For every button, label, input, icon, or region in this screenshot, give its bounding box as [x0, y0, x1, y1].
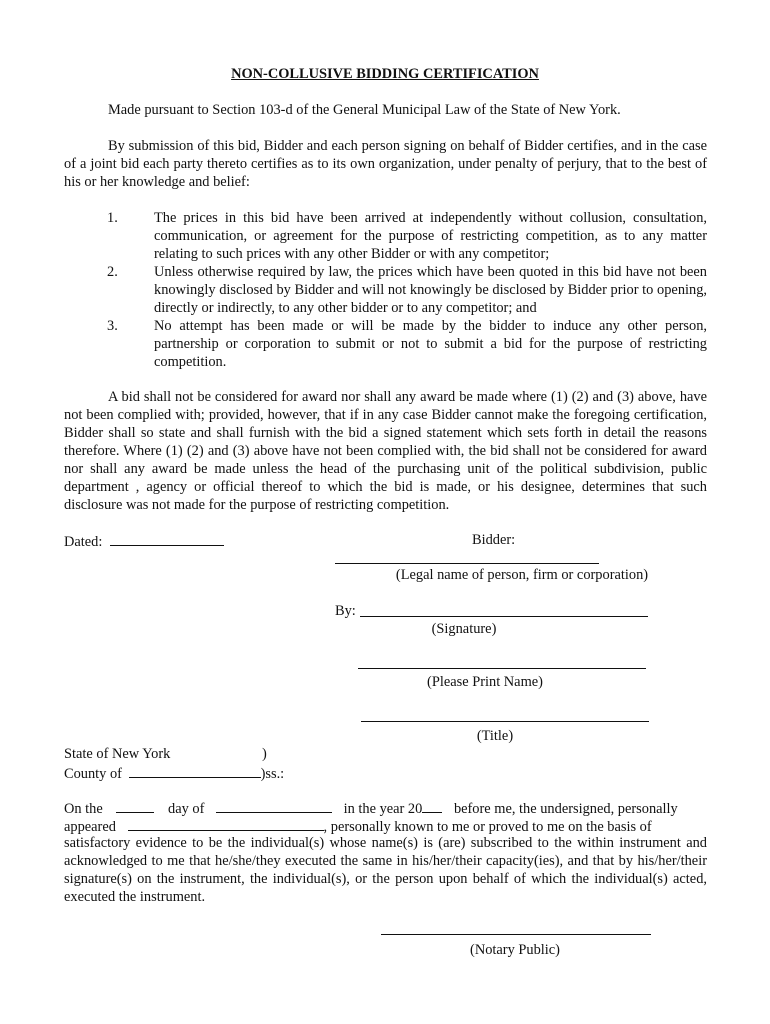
county-label: County of [64, 766, 122, 782]
ack-paragraph [64, 834, 707, 906]
intro-text: Made pursuant to Section 103-d of the General Municipal Law of the State of New York. [108, 102, 621, 118]
legal-name-caption: (Legal name of person, firm or corporation) [395, 567, 649, 583]
day-of-text: day of [168, 801, 205, 817]
ack-rest-text: satisfactory evidence to be the individual(s) whose name(s) is (are) subscribed to the within instrument and acknowledged to me that he/she/they executed the same in his/her/their capacity(ies), and that by his/her/their signature(s) on the instrument, the individual(s), or the person upon behalf of which the individual(s) acted, executed the instrument. [64, 835, 707, 905]
appeared-text: appeared [64, 819, 116, 835]
dated-blank[interactable] [110, 531, 224, 546]
print-name-caption: (Please Print Name) [427, 674, 543, 690]
document-title: NON-COLLUSIVE BIDDING CERTIFICATION [231, 66, 539, 82]
by-label: By: [335, 603, 356, 619]
item-text: Unless otherwise required by law, the prices which have been quoted in this bid have not been knowingly disclosed by Bidder and will not knowingly be disclosed by Bidder prior to opening, directly or indirectly, to any other bidder or to any competitor; and [154, 264, 707, 316]
dated-field[interactable] [64, 531, 224, 551]
item-number: 1. [107, 210, 118, 226]
notary-caption: (Notary Public) [470, 942, 560, 958]
county-blank[interactable] [129, 763, 261, 778]
ack-rest-line1: , personally known to me or proved to me on the basis of [323, 819, 652, 835]
item-text: No attempt has been made or will be made by the bidder to induce any other person, partnership or corporation to submit or not to submit a bid for the purpose of restricting competition. [154, 318, 707, 370]
title-caption: (Title) [476, 728, 514, 744]
signature-line[interactable] [360, 616, 648, 617]
ss-label: )ss.: [260, 766, 285, 782]
preamble-text: By submission of this bid, Bidder and each person signing on behalf of Bidder certifies, and in the case of a joint bid each party thereto certifies as to its own organization, under penalty of perjury, that to the best of his or her knowledge and belief: [64, 138, 707, 190]
item-number: 2. [107, 264, 118, 280]
preamble-paragraph [64, 137, 707, 191]
item-number: 3. [107, 318, 118, 334]
item-text: The prices in this bid have been arrived at independently without collusion, consultation, communication, or agreement for the purpose of restricting competition, as to any matter relating to such prices with any other Bidder or with any competitor; [154, 210, 707, 262]
dated-label: Dated: [64, 534, 103, 550]
ack-line-1 [64, 798, 707, 818]
award-text: A bid shall not be considered for award nor shall any award be made where (1) (2) and (3) above, have not been complied with; provided, however, that if in any case Bidder cannot make the foregoing certification, Bidder shall so state and shall furnish with the bid a signed statement which sets forth in detail the reasons therefore. Where (1) (2) and (3) above have not been complied with, the bid shall not be considered for award nor shall any award be made unless the head of the purchasing unit of the political subdivision, public department , agency or official thereof to which the bid is made, or his designee, determines that such disclosure was not made for the purpose of restricting competition. [64, 389, 707, 513]
ack-line-2 [64, 816, 707, 836]
year-blank[interactable] [422, 798, 442, 813]
month-blank[interactable] [216, 798, 332, 813]
appeared-blank[interactable] [128, 816, 324, 831]
intro-paragraph [64, 101, 707, 119]
year-text: in the year 20 [343, 801, 423, 817]
venue-paren: ) [262, 746, 267, 762]
on-the-text: On the [64, 801, 103, 817]
title-line[interactable] [361, 721, 649, 722]
notary-line[interactable] [381, 934, 651, 935]
state-line: State of New York [64, 746, 171, 762]
bidder-label: Bidder: [472, 532, 516, 548]
legal-name-line[interactable] [335, 563, 599, 564]
signature-caption: (Signature) [431, 621, 497, 637]
county-field[interactable] [64, 763, 284, 783]
award-paragraph [64, 388, 707, 514]
day-blank[interactable] [116, 798, 154, 813]
print-name-line[interactable] [358, 668, 646, 669]
before-me-text: before me, the undersigned, personally [453, 801, 678, 817]
